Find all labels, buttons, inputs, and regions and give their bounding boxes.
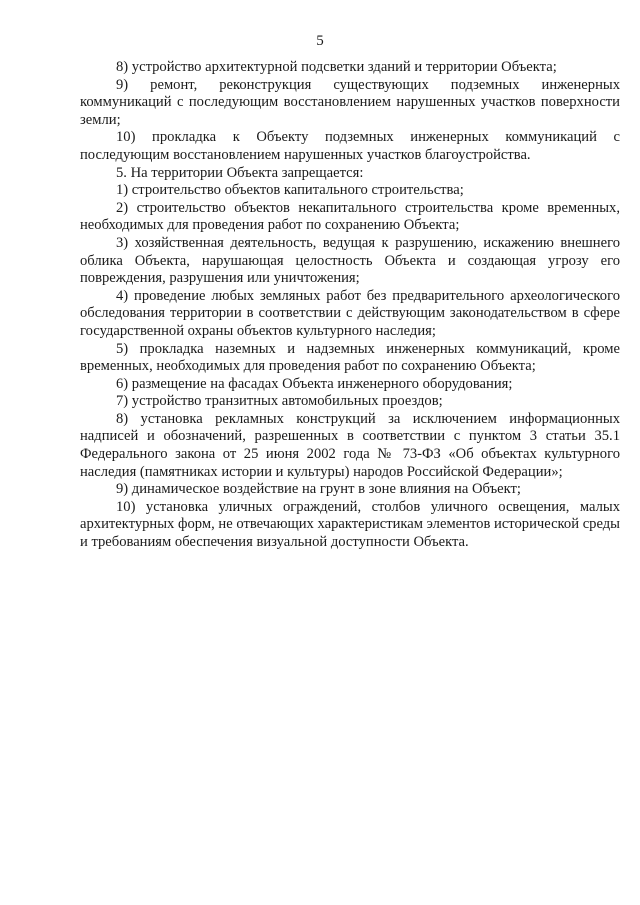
prohibition-item-8: 8) установка рекламных конструкций за исключением информационных надписей и обозначений, разрешенных в соответствии с пунктом 3 статьи 35.1 Федерального закона от 25 июня 2002 года № 73-ФЗ «Об объектах культурного наследия (памятниках истории и культуры) народов Российской Федерации»; [80, 410, 620, 480]
prohibition-item-6: 6) размещение на фасадах Объекта инженерного оборудования; [116, 375, 513, 392]
prohibition-item-3: 3) хозяйственная деятельность, ведущая к разрушению, искажению внешнего облика Объекта, нарушающая целостность Объекта и создающая угрозу его повреждения, разрушения или уничтожения; [80, 234, 620, 287]
prohibition-item-1: 1) строительство объектов капитального строительства; [116, 182, 464, 199]
document-body [80, 59, 620, 552]
paragraph-item-8-lighting: 8) устройство архитектурной подсветки зданий и территории Объекта; [116, 59, 557, 75]
prohibition-item-7: 7) устройство транзитных автомобильных проездов; [116, 393, 443, 410]
paragraph-item-10-laying: 10) прокладка к Объекту подземных инженерных коммуникаций с последующим восстановлением нарушенных участков благоустройства. [80, 129, 620, 163]
prohibition-item-2: 2) строительство объектов некапитального строительства кроме временных, необходимых для проведения работ по сохранению Объекта; [80, 199, 620, 234]
prohibition-item-10: 10) установка уличных ограждений, столбов уличного освещения, малых архитектурных форм, не отвечающих характеристикам элементов исторической среды и требованиям обеспечения визуальной доступности Объекта. [80, 498, 620, 551]
page-number: 5 [316, 33, 324, 49]
paragraph-item-9-repair: 9) ремонт, реконструкция существующих подземных инженерных коммуникаций с последующим восстановлением нарушенных участков поверхности земли; [80, 76, 620, 128]
prohibition-item-9: 9) динамическое воздействие на грунт в зоне влияния на Объект; [116, 481, 521, 498]
prohibition-item-4: 4) проведение любых земляных работ без предварительного археологического обследования территории в соответствии с действующим законодательством в сфере государственной охраны объектов культурного наследия; [80, 287, 620, 339]
prohibition-item-5: 5) прокладка наземных и надземных инженерных коммуникаций, кроме временных, необходимых для проведения работ по сохранению Объекта; [80, 340, 620, 375]
section-5-heading: 5. На территории Объекта запрещается: [116, 164, 364, 181]
